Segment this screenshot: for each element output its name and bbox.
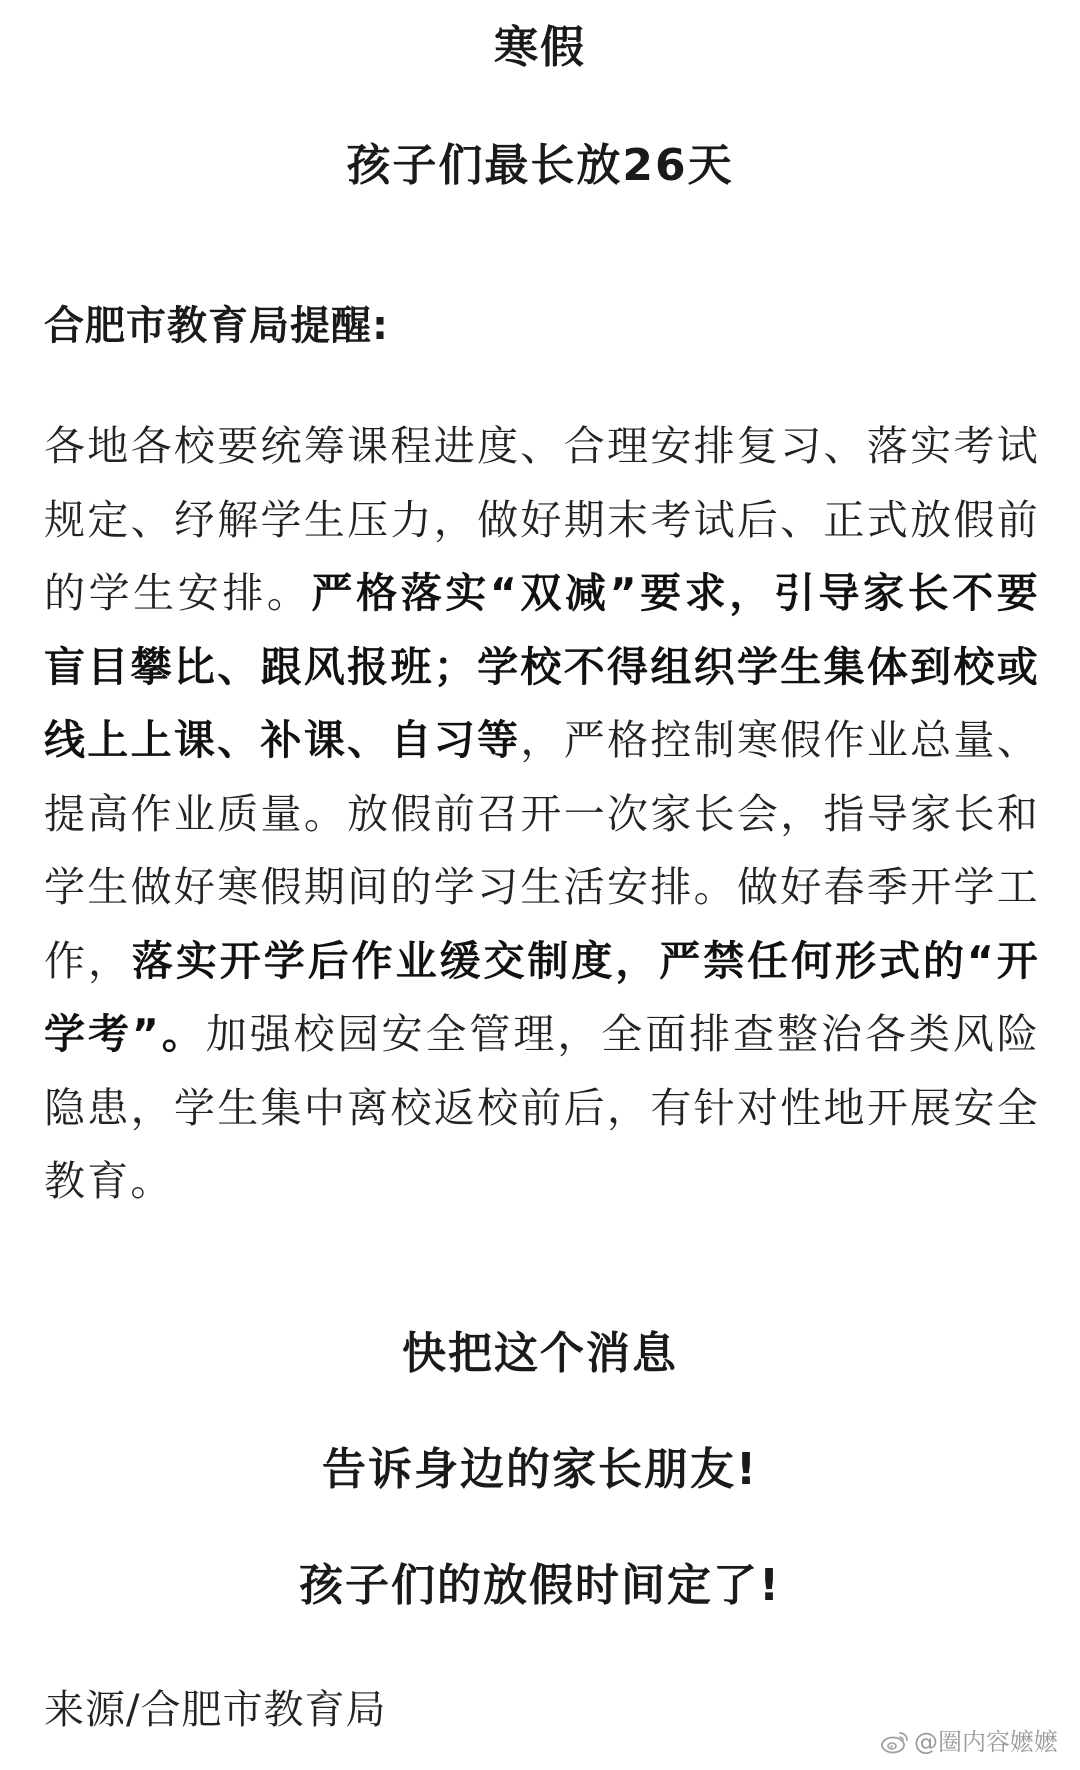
title-line-2: 孩子们最长放26天 <box>346 140 734 191</box>
section-heading: 合肥市教育局提醒: <box>44 303 389 349</box>
watermark-text: @圈内容嬷嬷 <box>914 1728 1058 1756</box>
closing-line-1: 快把这个消息 <box>402 1328 678 1379</box>
weibo-watermark <box>880 1726 1058 1758</box>
weibo-icon <box>880 1730 910 1754</box>
paragraph-text-2: ，严格控制寒假作业总量、提高作业质量。放假前召开一次家长会，指导家长和学生做好寒假期间的学习生活安排。做好春季开学工作， <box>44 716 1041 985</box>
title-line-1: 寒假 <box>494 22 586 73</box>
paragraph-bold-2: 落实开学后作业缓交制度，严禁任何形式的“开学考”。 <box>44 936 1040 1058</box>
paragraph-text-3: 加强校园安全管理，全面排查整治各类风险隐患，学生集中离校返校前后，有针对性地开展安全教育。 <box>44 1010 1040 1205</box>
body-paragraph <box>44 410 1040 1219</box>
closing-line-3: 孩子们的放假时间定了! <box>298 1560 782 1611</box>
paragraph-text-1: 各地各校要统筹课程进度、合理安排复习、落实考试规定、纾解学生压力，做好期末考试后、正式放假前的学生安排。 <box>44 422 1040 617</box>
source-credit: 来源/合肥市教育局 <box>44 1687 387 1733</box>
paragraph-bold-1: 严格落实“双减”要求，引导家长不要盲目攀比、跟风报班；学校不得组织学生集体到校或线上上课、补课、自习等 <box>44 569 1041 764</box>
closing-line-2: 告诉身边的家长朋友! <box>321 1444 759 1495</box>
